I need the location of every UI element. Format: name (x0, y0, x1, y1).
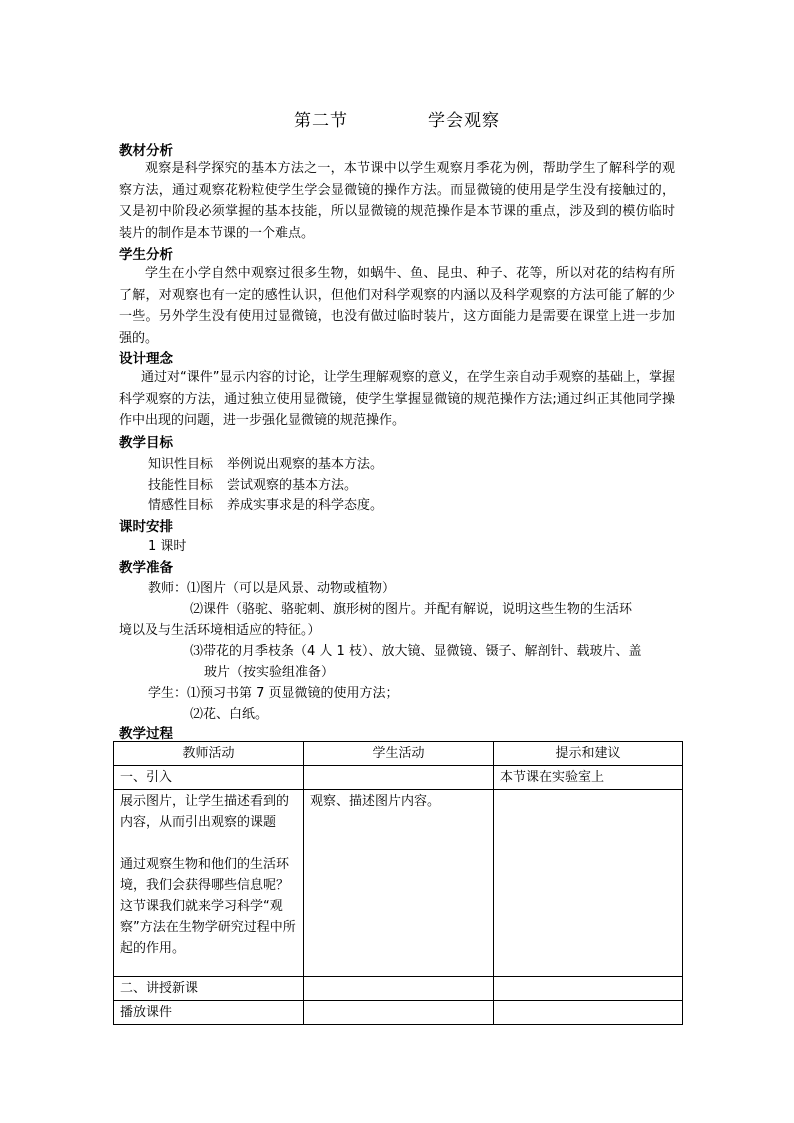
cell-tips: 本节课在实验室上 (494, 766, 683, 790)
goal-item (148, 453, 383, 472)
prep-student-item-2: ⑵花、白纸。 (190, 707, 269, 722)
cell-tips (494, 790, 683, 977)
prep-teacher-line-1 (148, 577, 395, 596)
cell-student-activity: 观察、描述图片内容。 (304, 790, 494, 977)
prep-student-item-1: ⑴预习书第 7 页显微镜的使用方法； (187, 686, 399, 701)
prep-teacher-item-3b: 玻片（按实验组准备） (204, 665, 335, 680)
table-row (114, 1001, 683, 1025)
table-row (114, 977, 683, 1001)
goal-item (148, 474, 357, 493)
heading-material-analysis: 教材分析 (119, 143, 173, 159)
cell-student-activity (304, 1001, 494, 1025)
cell-paragraph: 展示图片，让学生描述看到的内容，从而引出观察的课题 (120, 794, 290, 830)
goal-item (148, 494, 383, 513)
goal-text: 养成实事求是的科学态度。 (227, 498, 384, 513)
heading-teaching-goals: 教学目标 (119, 435, 173, 451)
cell-teacher-activity (114, 790, 304, 977)
goal-label: 技能性目标 (148, 478, 214, 493)
prep-teacher-item-3a: ⑶带花的月季枝条（4 人 1 枝）、放大镜、显微镜、镊子、解剖针、载玻片、盖 (190, 644, 642, 659)
cell-teacher-activity: 二、讲授新课 (114, 977, 304, 1001)
material-analysis-text: 观察是科学探究的基本方法之一，本节课中以学生观察月季花为例，帮助学生了解科学的观察方法，通过观察花粉粒使学生学会显微镜的操作方法。而显微镜的使用是学生没有接触过的，又是初中阶段必须掌握的基本技能，所以显微镜的规范操作是本节课的重点，涉及到的模仿临时装片的制作是本节课的一个难点。 (119, 161, 675, 241)
prep-teacher-item-1: ⑴图片（可以是风景、动物或植物） (187, 581, 396, 596)
cell-student-activity (304, 977, 494, 1001)
cell-student-activity (304, 766, 494, 790)
cell-teacher-activity: 播放课件 (114, 1001, 304, 1025)
schedule-text: 1 课时 (148, 539, 187, 554)
prep-teacher-item-2b: 境以及与生活环境相适应的特征。） (119, 623, 321, 638)
heading-design-concept: 设计理念 (119, 351, 173, 367)
table-header-row (114, 742, 683, 766)
cell-tips (494, 1001, 683, 1025)
title-topic: 学会观察 (428, 111, 500, 131)
cell-teacher-activity: 一、引入 (114, 766, 304, 790)
prep-student-line-1 (148, 682, 399, 701)
teaching-process-table (113, 741, 683, 1025)
heading-schedule: 课时安排 (119, 519, 173, 535)
prep-student-label: 学生： (148, 686, 188, 701)
page-title (0, 106, 794, 131)
cell-tips (494, 977, 683, 1001)
header-tips: 提示和建议 (494, 742, 683, 766)
goal-text: 举例说出观察的基本方法。 (227, 457, 384, 472)
heading-preparation: 教学准备 (119, 560, 173, 576)
header-student-activity: 学生活动 (304, 742, 494, 766)
cell-paragraph: 通过观察生物和他们的生活环境，我们会获得哪些信息呢？这节课我们就来学习科学“观察”方法在生物学研究过程中所起的作用。 (120, 857, 296, 956)
prep-teacher-item-2a: ⑵课件（骆驼、骆驼刺、旗形树的图片。并配有解说，说明这些生物的生活环 (190, 602, 633, 617)
student-analysis-text: 学生在小学自然中观察过很多生物，如蜗牛、鱼、昆虫、种子、花等，所以对花的结构有所了解，对观察也有一定的感性认识，但他们对科学观察的内涵以及科学观察的方法可能了解的少一些。另外学生没有使用过显微镜，也没有做过临时装片，这方面能力是需要在课堂上进一步加强的。 (119, 266, 675, 346)
goal-label: 情感性目标 (148, 498, 214, 513)
heading-student-analysis: 学生分析 (119, 247, 173, 263)
design-concept-text: 通过对“课件”显示内容的讨论，让学生理解观察的意义，在学生亲自动手观察的基础上，掌握科学观察的方法，通过独立使用显微镜，使学生掌握显微镜的规范操作方法;通过纠正其他同学操作中出现的问题，进一步强化显微镜的规范操作。 (119, 370, 675, 428)
header-teacher-activity: 教师活动 (114, 742, 304, 766)
table-row (114, 790, 683, 977)
table-row (114, 766, 683, 790)
title-section-number: 第二节 (294, 111, 348, 131)
goal-label: 知识性目标 (148, 457, 214, 472)
prep-teacher-label: 教师： (148, 581, 188, 596)
goal-text: 尝试观察的基本方法。 (227, 478, 358, 493)
heading-teaching-process: 教学过程 (119, 726, 173, 742)
